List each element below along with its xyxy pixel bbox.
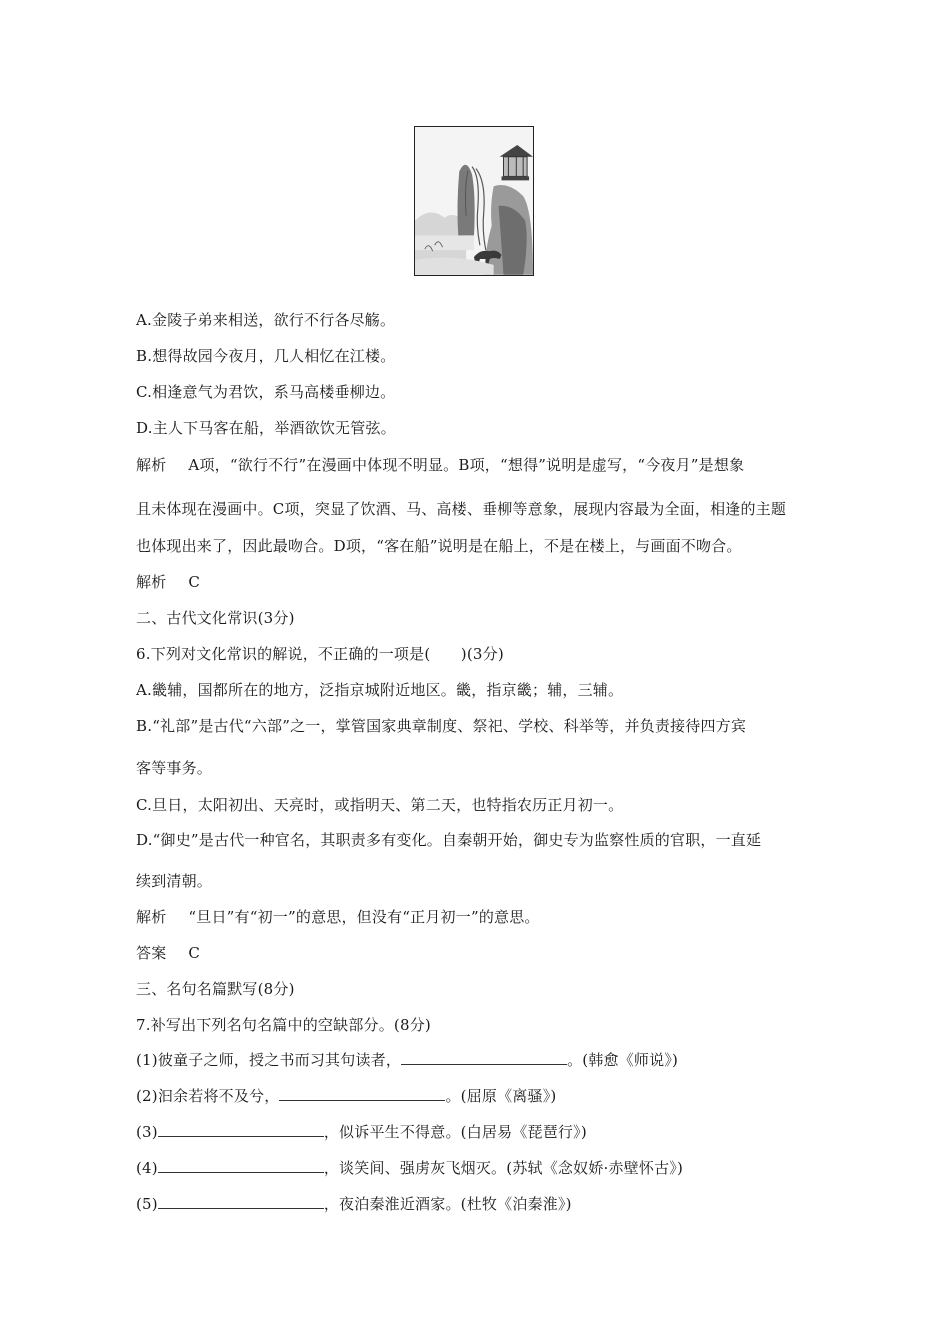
answer-line-q5 bbox=[136, 572, 200, 592]
fill-blank[interactable] bbox=[401, 1050, 567, 1065]
analysis-line-1 bbox=[136, 455, 744, 475]
q7-item-4 bbox=[136, 1158, 683, 1178]
q6-answer bbox=[136, 943, 200, 963]
section-heading-3: 三、名句名篇默写(8分) bbox=[136, 980, 295, 998]
q6-option-a: A.畿辅，国都所在的地方，泛指京城附近地区。畿，指京畿；辅，三辅。 bbox=[136, 681, 624, 699]
q6-option-d-line1: D.“御史”是古代一种官名，其职责多有变化。自秦朝开始，御史专为监察性质的官职，一直延 bbox=[136, 831, 762, 849]
option-d: D.主人下马客在船，举酒欲饮无管弦。 bbox=[136, 419, 396, 437]
fill-blank[interactable] bbox=[279, 1086, 445, 1101]
analysis-text: A项，“欲行不行”在漫画中体现不明显。B项，“想得”说明是虚写，“今夜月”是想象 bbox=[188, 456, 745, 474]
answer-value: C bbox=[188, 944, 201, 962]
q6-option-b-line2: 客等事务。 bbox=[136, 759, 213, 777]
answer-label: 答案 bbox=[136, 944, 167, 962]
illustration-figure bbox=[414, 126, 534, 276]
item-suffix: 。(韩愈《师说》) bbox=[567, 1051, 679, 1069]
option-a: A.金陵子弟来相送，欲行不行各尽觞。 bbox=[136, 311, 396, 329]
q6-analysis bbox=[136, 907, 540, 927]
analysis-text: “旦日”有“初一”的意思，但没有“正月初一”的意思。 bbox=[188, 908, 540, 926]
item-prefix: (5) bbox=[136, 1195, 158, 1213]
q7-item-3 bbox=[136, 1122, 587, 1142]
analysis-line-3: 也体现出来了，因此最吻合。D项，“客在船”说明是在船上，不是在楼上，与画面不吻合。 bbox=[136, 537, 742, 555]
q7-item-2 bbox=[136, 1086, 556, 1106]
item-prefix: (4) bbox=[136, 1159, 158, 1177]
analysis-line-2: 且未体现在漫画中。C项，突显了饮酒、马、高楼、垂柳等意象，展现内容最为全面，相逢的主题 bbox=[136, 500, 787, 518]
answer-label: 解析 bbox=[136, 573, 167, 591]
q7-item-1 bbox=[136, 1050, 678, 1070]
fill-blank[interactable] bbox=[158, 1158, 324, 1173]
landscape-illustration bbox=[415, 127, 533, 275]
question7-stem: 7.补写出下列名句名篇中的空缺部分。(8分) bbox=[136, 1016, 431, 1034]
answer-value: C bbox=[188, 573, 201, 591]
item-suffix: 。(屈原《离骚》) bbox=[445, 1087, 557, 1105]
q7-item-5 bbox=[136, 1194, 572, 1214]
item-suffix: ，似诉平生不得意。(白居易《琵琶行》) bbox=[323, 1123, 587, 1141]
q6-option-c: C.旦日，太阳初出、天亮时，或指明天、第二天，也特指农历正月初一。 bbox=[136, 796, 624, 814]
item-suffix: ，夜泊秦淮近酒家。(杜牧《泊秦淮》) bbox=[323, 1195, 572, 1213]
item-prefix: (2)汩余若将不及兮， bbox=[136, 1087, 280, 1105]
section-heading-2: 二、古代文化常识(3分) bbox=[136, 609, 295, 627]
fill-blank[interactable] bbox=[158, 1194, 324, 1209]
q6-option-b-line1: B.“礼部”是古代“六部”之一，掌管国家典章制度、祭祀、学校、科举等，并负责接待四方宾 bbox=[136, 717, 747, 735]
question6-stem: 6.下列对文化常识的解说，不正确的一项是( )(3分) bbox=[136, 645, 504, 663]
item-prefix: (1)彼童子之师，授之书而习其句读者， bbox=[136, 1051, 402, 1069]
analysis-label: 解析 bbox=[136, 908, 167, 926]
option-c: C.相逢意气为君饮，系马高楼垂柳边。 bbox=[136, 383, 396, 401]
analysis-label: 解析 bbox=[136, 456, 167, 474]
item-suffix: ，谈笑间、强虏灰飞烟灭。(苏轼《念奴娇·赤壁怀古》) bbox=[323, 1159, 684, 1177]
q6-option-d-line2: 续到清朝。 bbox=[136, 872, 213, 890]
fill-blank[interactable] bbox=[158, 1122, 324, 1137]
item-prefix: (3) bbox=[136, 1123, 158, 1141]
option-b: B.想得故园今夜月，几人相忆在江楼。 bbox=[136, 347, 396, 365]
